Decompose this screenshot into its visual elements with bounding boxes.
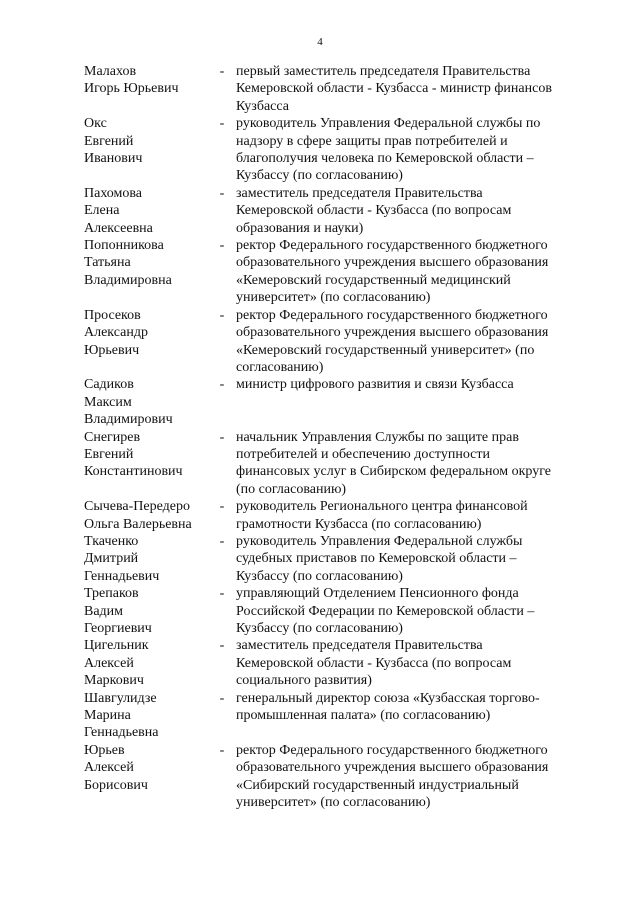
member-name	[84, 498, 214, 533]
member-name-line: Алексей	[84, 760, 134, 776]
member-name-line: Марина	[84, 708, 131, 724]
member-role-line: (по согласованию)	[236, 481, 347, 497]
member-role-line: министр цифрового развития и связи Кузбасса	[236, 377, 514, 393]
member-name-line: Евгений	[84, 446, 134, 462]
member-name-line: Георгиевич	[84, 621, 152, 636]
member-role-line: руководитель Регионального центра финансовой	[236, 499, 528, 515]
member-role-line: первый заместитель председателя Правительства	[236, 64, 531, 79]
member-role	[232, 376, 584, 428]
member-role	[232, 585, 584, 637]
member-entry	[84, 533, 584, 585]
separator-dash: -	[219, 429, 225, 445]
member-name-line: Ткаченко	[84, 533, 139, 549]
member-name-line: Юрьевич	[84, 342, 140, 358]
member-name-line: Максим	[84, 394, 132, 410]
member-name	[84, 307, 214, 377]
member-name-line: Алексеевна	[84, 220, 153, 236]
separator-dash: -	[219, 238, 225, 254]
member-role-line: судебных приставов по Кемеровской области –	[236, 551, 517, 567]
member-name	[84, 690, 214, 742]
member-role-line: потребителей и обеспечению доступности	[236, 446, 490, 462]
member-entry	[84, 237, 584, 307]
member-role-line: Российской Федерации по Кемеровской области –	[236, 603, 535, 619]
member-role-line: Кемеровской области - Кузбасса (по вопросам	[236, 655, 512, 671]
member-role	[232, 63, 584, 115]
member-role-line: университет» (по согласованию)	[236, 795, 431, 811]
member-role-line: ректор Федерального государственного бюджетного	[236, 238, 548, 254]
member-name-line: Владимировна	[84, 272, 172, 288]
member-role	[232, 498, 584, 533]
member-name-line: Иванович	[84, 151, 143, 167]
separator-dash: -	[219, 533, 225, 549]
member-role	[232, 237, 584, 307]
member-name-line: Просеков	[84, 307, 141, 323]
member-name-line: Трепаков	[84, 586, 139, 602]
member-name-line: Цигельник	[84, 638, 149, 654]
member-role-line: социального развития)	[236, 673, 372, 689]
member-name-line: Борисович	[84, 777, 148, 793]
member-name-line: Игорь Юрьевич	[84, 81, 179, 97]
member-role-line: ректор Федерального государственного бюджетного	[236, 742, 548, 758]
member-role	[232, 637, 584, 689]
member-name	[84, 637, 214, 689]
member-entry	[84, 376, 584, 428]
member-name-line: Пахомова	[84, 185, 143, 201]
separator-dash: -	[219, 690, 225, 706]
member-name-line: Татьяна	[84, 255, 131, 271]
separator-dash: -	[219, 377, 225, 393]
member-name-line: Дмитрий	[84, 551, 139, 567]
member-name	[84, 429, 214, 499]
member-role-line: генеральный директор союза «Кузбасская торгово-	[236, 690, 540, 706]
member-role-line: Кемеровской области - Кузбасса (по вопросам	[236, 203, 512, 219]
separator-dash: -	[219, 307, 225, 323]
member-role-line: образовательного учреждения высшего образования	[236, 255, 549, 271]
member-role	[232, 690, 584, 742]
member-name-line: Константинович	[84, 464, 183, 480]
member-role	[232, 115, 584, 185]
member-role	[232, 429, 584, 499]
member-name-line: Владимирович	[84, 412, 173, 428]
member-name-line: Евгений	[84, 133, 134, 149]
member-name-line: Алексей	[84, 655, 134, 671]
member-role-line: благополучия человека по Кемеровской области –	[236, 151, 534, 167]
member-entry	[84, 498, 584, 533]
page-number: 4	[317, 36, 323, 48]
member-name-line: Снегирев	[84, 429, 141, 445]
member-role-line: руководитель Управления Федеральной службы	[236, 533, 523, 549]
member-name	[84, 185, 214, 237]
separator-dash: -	[219, 742, 225, 758]
member-name-line: Александр	[84, 325, 148, 341]
separator-dash: -	[219, 586, 225, 602]
member-name-line: Геннадьевна	[84, 725, 159, 741]
member-name	[84, 376, 214, 428]
member-role-line: ректор Федерального государственного бюджетного	[236, 307, 548, 323]
member-name	[84, 63, 214, 115]
member-role-line: надзору в сфере защиты прав потребителей и	[236, 133, 508, 149]
member-name-line: Ольга Валерьевна	[84, 516, 192, 532]
member-entry	[84, 429, 584, 499]
separator-dash: -	[219, 64, 225, 79]
member-role-line: промышленная палата» (по согласованию)	[236, 708, 491, 724]
separator-dash: -	[219, 499, 225, 515]
member-role-line: университет» (по согласованию)	[236, 290, 431, 306]
member-role	[232, 533, 584, 585]
member-role-line: «Сибирский государственный индустриальный	[236, 777, 519, 793]
member-name-line: Елена	[84, 203, 120, 219]
member-role-line: заместитель председателя Правительства	[236, 185, 483, 201]
member-role-line: Кемеровской области - Кузбасса - министр финансов	[236, 81, 552, 97]
member-name-line: Малахов	[84, 64, 137, 79]
member-name	[84, 533, 214, 585]
member-name-line: Попонникова	[84, 238, 164, 254]
member-role-line: Кузбассу (по согласованию)	[236, 168, 403, 184]
member-name-line: Окс	[84, 116, 107, 132]
member-entry	[84, 115, 584, 185]
member-role-line: согласованию)	[236, 359, 324, 375]
member-name-line: Юрьев	[84, 742, 125, 758]
member-entry	[84, 185, 584, 237]
member-name	[84, 237, 214, 307]
member-role-line: Кузбасса	[236, 98, 289, 114]
member-role-line: Кузбассу (по согласованию)	[236, 568, 403, 584]
member-name-line: Садиков	[84, 377, 134, 393]
member-entry	[84, 307, 584, 377]
member-role-line: грамотности Кузбасса (по согласованию)	[236, 516, 482, 532]
member-role	[232, 307, 584, 377]
member-name	[84, 742, 214, 812]
member-role-line: «Кемеровский государственный университет» (по	[236, 342, 535, 358]
separator-dash: -	[219, 116, 225, 132]
member-role-line: начальник Управления Службы по защите прав	[236, 429, 519, 445]
member-role-line: управляющий Отделением Пенсионного фонда	[236, 586, 519, 602]
member-entry	[84, 690, 584, 742]
separator-dash: -	[219, 185, 225, 201]
member-entry	[84, 742, 584, 812]
member-name-line: Геннадьевич	[84, 568, 160, 584]
separator-dash: -	[219, 638, 225, 654]
member-role-line: заместитель председателя Правительства	[236, 638, 483, 654]
member-role-line: образования и науки)	[236, 220, 364, 236]
member-name-line: Маркович	[84, 673, 144, 689]
member-name	[84, 585, 214, 637]
member-role	[232, 185, 584, 237]
member-role-line: Кузбассу (по согласованию)	[236, 621, 403, 636]
member-entry	[84, 637, 584, 689]
member-entry	[84, 63, 584, 115]
member-name-line: Сычева-Передеро	[84, 499, 190, 515]
member-entry	[84, 585, 584, 637]
member-role-line: финансовых услуг в Сибирском федеральном округе	[236, 464, 552, 480]
member-role-line: «Кемеровский государственный медицинский	[236, 272, 511, 288]
member-name-line: Шавгулидзе	[84, 690, 157, 706]
member-name	[84, 115, 214, 185]
member-list	[84, 63, 584, 811]
member-name-line: Вадим	[84, 603, 124, 619]
member-role-line: руководитель Управления Федеральной службы по	[236, 116, 541, 132]
member-role-line: образовательного учреждения высшего образования	[236, 325, 549, 341]
member-role-line: образовательного учреждения высшего образования	[236, 760, 549, 776]
member-role	[232, 742, 584, 812]
